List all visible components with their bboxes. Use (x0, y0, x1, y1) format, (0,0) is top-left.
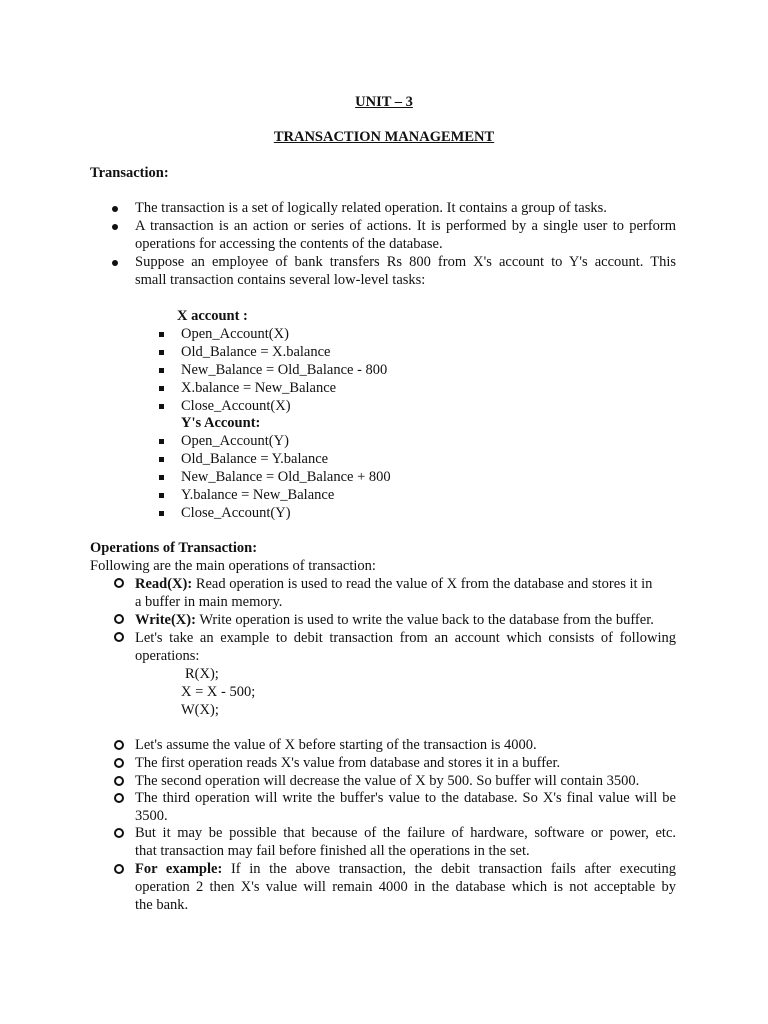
for-example-label: For example: (135, 861, 223, 877)
for-example-line (135, 861, 676, 878)
square-bullet (159, 368, 164, 373)
x-step-1: Open_Account(X) (181, 326, 289, 342)
point-5-cont: that transaction may fail before finished all the operations in the set. (135, 843, 530, 859)
point-4: The third operation will write the buffer's value to the database. So X's final value will be (135, 790, 676, 806)
square-bullet (159, 404, 164, 409)
code-line-3: W(X); (181, 702, 219, 718)
unit-heading: UNIT – 3 (355, 94, 413, 110)
square-bullet (159, 511, 164, 516)
for-example-line-2: operation 2 then X's value will remain 4000 in the database which is not acceptable by (135, 879, 676, 895)
for-example-line-3: the bank. (135, 897, 189, 913)
write-text: Write operation is used to write the value back to the database from the buffer. (199, 612, 654, 628)
point-4-cont: 3500. (135, 808, 168, 824)
example-line: Let's take an example to debit transaction from an account which consists of following (135, 630, 676, 646)
circle-bullet (114, 632, 124, 642)
code-line-2: X = X - 500; (181, 684, 256, 700)
x-step-5: Close_Account(X) (181, 398, 291, 414)
circle-bullet (114, 740, 124, 750)
read-line-cont: a buffer in main memory. (135, 594, 283, 610)
read-line (135, 576, 652, 593)
transaction-heading: Transaction: (90, 165, 169, 181)
circle-bullet (114, 776, 124, 786)
write-label: Write(X): (135, 612, 196, 628)
transaction-bullet-3-cont: small transaction contains several low-level tasks: (135, 272, 426, 288)
square-bullet (159, 493, 164, 498)
circle-bullet (114, 758, 124, 768)
y-step-5: Close_Account(Y) (181, 505, 291, 521)
bullet-dot (112, 260, 118, 266)
point-2: The first operation reads X's value from database and stores it in a buffer. (135, 755, 561, 771)
for-example-text: If in the above transaction, the debit transaction fails after executing (230, 861, 676, 877)
square-bullet (159, 332, 164, 337)
page-title: TRANSACTION MANAGEMENT (273, 129, 495, 145)
x-step-3: New_Balance = Old_Balance - 800 (181, 362, 388, 378)
x-account-heading: X account : (177, 308, 248, 324)
square-bullet (159, 350, 164, 355)
square-bullet (159, 386, 164, 391)
circle-bullet (114, 828, 124, 838)
point-3: The second operation will decrease the value of X by 500. So buffer will contain 3500. (135, 773, 640, 789)
y-account-heading: Y's Account: (181, 415, 261, 431)
y-step-4: Y.balance = New_Balance (181, 487, 335, 503)
y-step-3: New_Balance = Old_Balance + 800 (181, 469, 391, 485)
square-bullet (159, 439, 164, 444)
square-bullet (159, 457, 164, 462)
x-step-2: Old_Balance = X.balance (181, 344, 331, 360)
circle-bullet (114, 793, 124, 803)
code-line-1: R(X); (185, 666, 219, 682)
x-step-4: X.balance = New_Balance (181, 380, 337, 396)
read-label: Read(X): (135, 576, 193, 592)
square-bullet (159, 475, 164, 480)
transaction-bullet-1: The transaction is a set of logically related operation. It contains a group of tasks. (135, 200, 607, 216)
bullet-dot (112, 224, 118, 230)
y-step-1: Open_Account(Y) (181, 433, 289, 449)
y-step-2: Old_Balance = Y.balance (181, 451, 329, 467)
operations-intro: Following are the main operations of transaction: (90, 558, 376, 574)
transaction-bullet-3: Suppose an employee of bank transfers Rs 800 from X's account to Y's account. This (135, 254, 676, 270)
transaction-bullet-2: A transaction is an action or series of actions. It is performed by a single user to perform (135, 218, 676, 234)
point-5: But it may be possible that because of the failure of hardware, software or power, etc. (135, 825, 676, 841)
transaction-bullet-2-cont: operations for accessing the contents of the database. (135, 236, 443, 252)
bullet-dot (112, 206, 118, 212)
operations-heading: Operations of Transaction: (90, 540, 258, 556)
circle-bullet (114, 614, 124, 624)
circle-bullet (114, 864, 124, 874)
example-line-cont: operations: (135, 648, 200, 664)
read-text: Read operation is used to read the value of X from the database and stores it in (195, 576, 653, 592)
circle-bullet (114, 578, 124, 588)
write-line (135, 612, 654, 629)
point-1: Let's assume the value of X before starting of the transaction is 4000. (135, 737, 537, 753)
